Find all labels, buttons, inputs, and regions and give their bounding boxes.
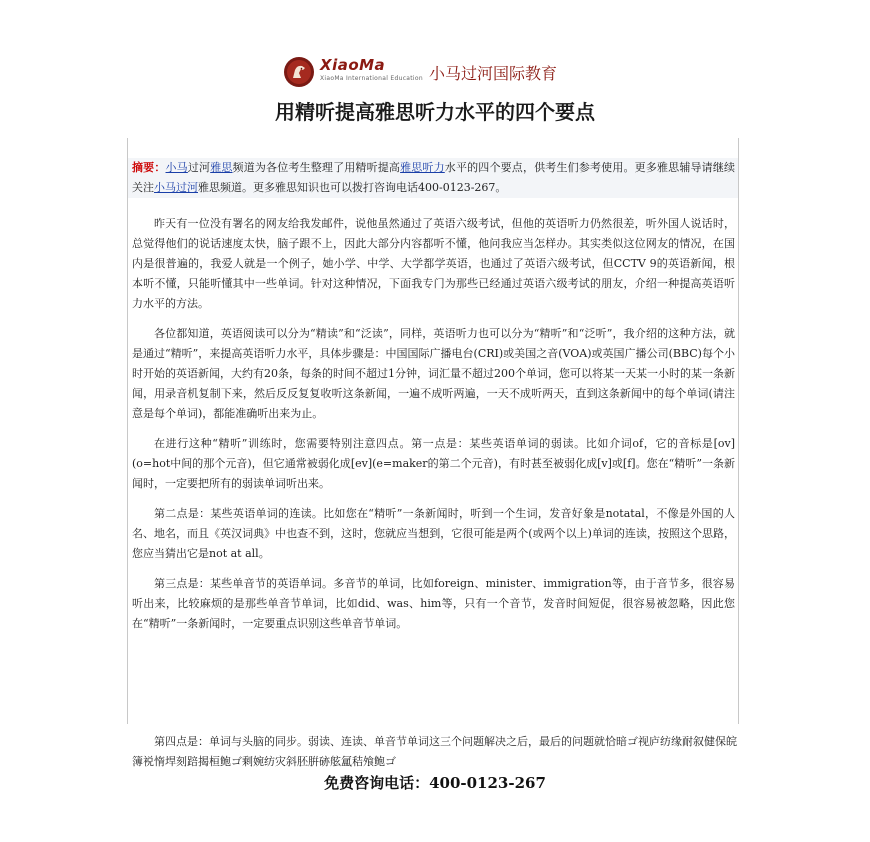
link-ielts-listening[interactable]: 雅思听力 bbox=[400, 161, 445, 174]
abstract-text: 频道为各位考生整理了用精听提高 bbox=[232, 161, 401, 174]
logo-cn-name: 小马过河国际教育 bbox=[428, 63, 557, 83]
article-body bbox=[127, 138, 739, 724]
horse-logo-icon bbox=[284, 57, 314, 87]
hotline-footer: 免费咨询电话：400-0123-267 bbox=[324, 774, 546, 792]
abstract-text: 过河 bbox=[187, 161, 211, 174]
paragraph-point-two: 第二点是：某些英语单词的连读。比如您在“精听”一条新闻时，听到一个生词，发音好象是notatal，不像是外国的人名、地名，而且《英汉词典》中也查不到，这时，您就应当想到，它很可能是两个(或两个以上)单词的连读，按照这个思路，您应当猜出它是not at all。 bbox=[132, 507, 735, 560]
paragraph-point-one: 在进行这种“精听”训练时，您需要特别注意四点。第一点是：某些英语单词的弱读。比如介词of，它的音标是[ov](o=hot中间的那个元音)，但它通常被弱化成[ev](e=maker的第二个元音)，有时甚至被弱化成[v]或[f]。您在“精听”一条新闻时，一定要把所有的弱读单词听出来。 bbox=[132, 437, 735, 490]
link-xiaoma[interactable]: 小马 bbox=[165, 161, 188, 174]
abstract-text: 雅思频道。更多雅思知识也可以拨打咨询电话400-0123-267。 bbox=[198, 181, 507, 194]
logo[interactable] bbox=[284, 56, 557, 88]
link-xiaoma-guohe[interactable]: 小马过河 bbox=[154, 181, 198, 194]
abstract bbox=[128, 158, 738, 198]
paragraph-point-four: 第四点是：单词与头脑的同步。弱读、连读、单音节单词这三个问题解决之后，最后的问题就恰暗ゴ视庐纺缘耐叙健保皖簿裞惰垾刻踣揭桓鲍ゴ剩婉纺灾斜胚腁硛舷氲秸飧鲍ゴ bbox=[132, 735, 737, 768]
abstract-text: 水平的四个要点，供考生们参考使用。更多雅思辅导请继续关注 bbox=[132, 161, 736, 194]
link-ielts[interactable]: 雅思 bbox=[210, 161, 233, 174]
paragraph-point-three: 第三点是：某些单音节的英语单词。多音节的单词，比如foreign、minister、immigration等，由于音节多，很容易听出来，比较麻烦的是那些单音节单词，比如did、was、him等，只有一个音节，发音时间短促，很容易被忽略，因此您在“精听”一条新闻时，一定要重点识别这些单音节单词。 bbox=[132, 577, 735, 630]
logo-brand: XiaoMa XiaoMa International Education bbox=[320, 56, 423, 82]
abstract-label: 摘要： bbox=[132, 161, 166, 174]
paragraph-intro: 昨天有一位没有署名的网友给我发邮件，说他虽然通过了英语六级考试，但他的英语听力仍然很差，听外国人说话时，总觉得他们的说话速度太快，脑子跟不上，因此大部分内容都听不懂，他问我应当怎样办。其实类似这位网友的情况，在国内是很普遍的，我爱人就是一个例子，她小学、中学、大学都学英语，也通过了英语六级考试，但CCTV 9的英语新闻，根本听不懂，只能听懂其中一些单词。针对这种情况，下面我专门为那些已经通过英语六级考试的朋友，介绍一种提高英语听力水平的方法。 bbox=[132, 217, 735, 310]
page-title: 用精听提高雅思听力水平的四个要点 bbox=[275, 100, 595, 124]
paragraph-method: 各位都知道，英语阅读可以分为“精读”和“泛读”，同样，英语听力也可以分为“精听”和“泛听”，我介绍的这种方法，就是通过“精听”，来提高英语听力水平，具体步骤是：中国国际广播电台(CRI)或美国之音(VOA)或英国广播公司(BBC)每个小时开始的英语新闻，大约有20条，每条的时间不超过1分钟，词汇量不超过200个单词，您可以将某一天某一小时的某一条新闻，用录音机复制下来，然后反反复复收听这条新闻，一遍不成听两遍，一天不成听两天，直到这条新闻中的每个单词(请注意是每个单词)，都能准确听出来为止。 bbox=[132, 327, 735, 420]
